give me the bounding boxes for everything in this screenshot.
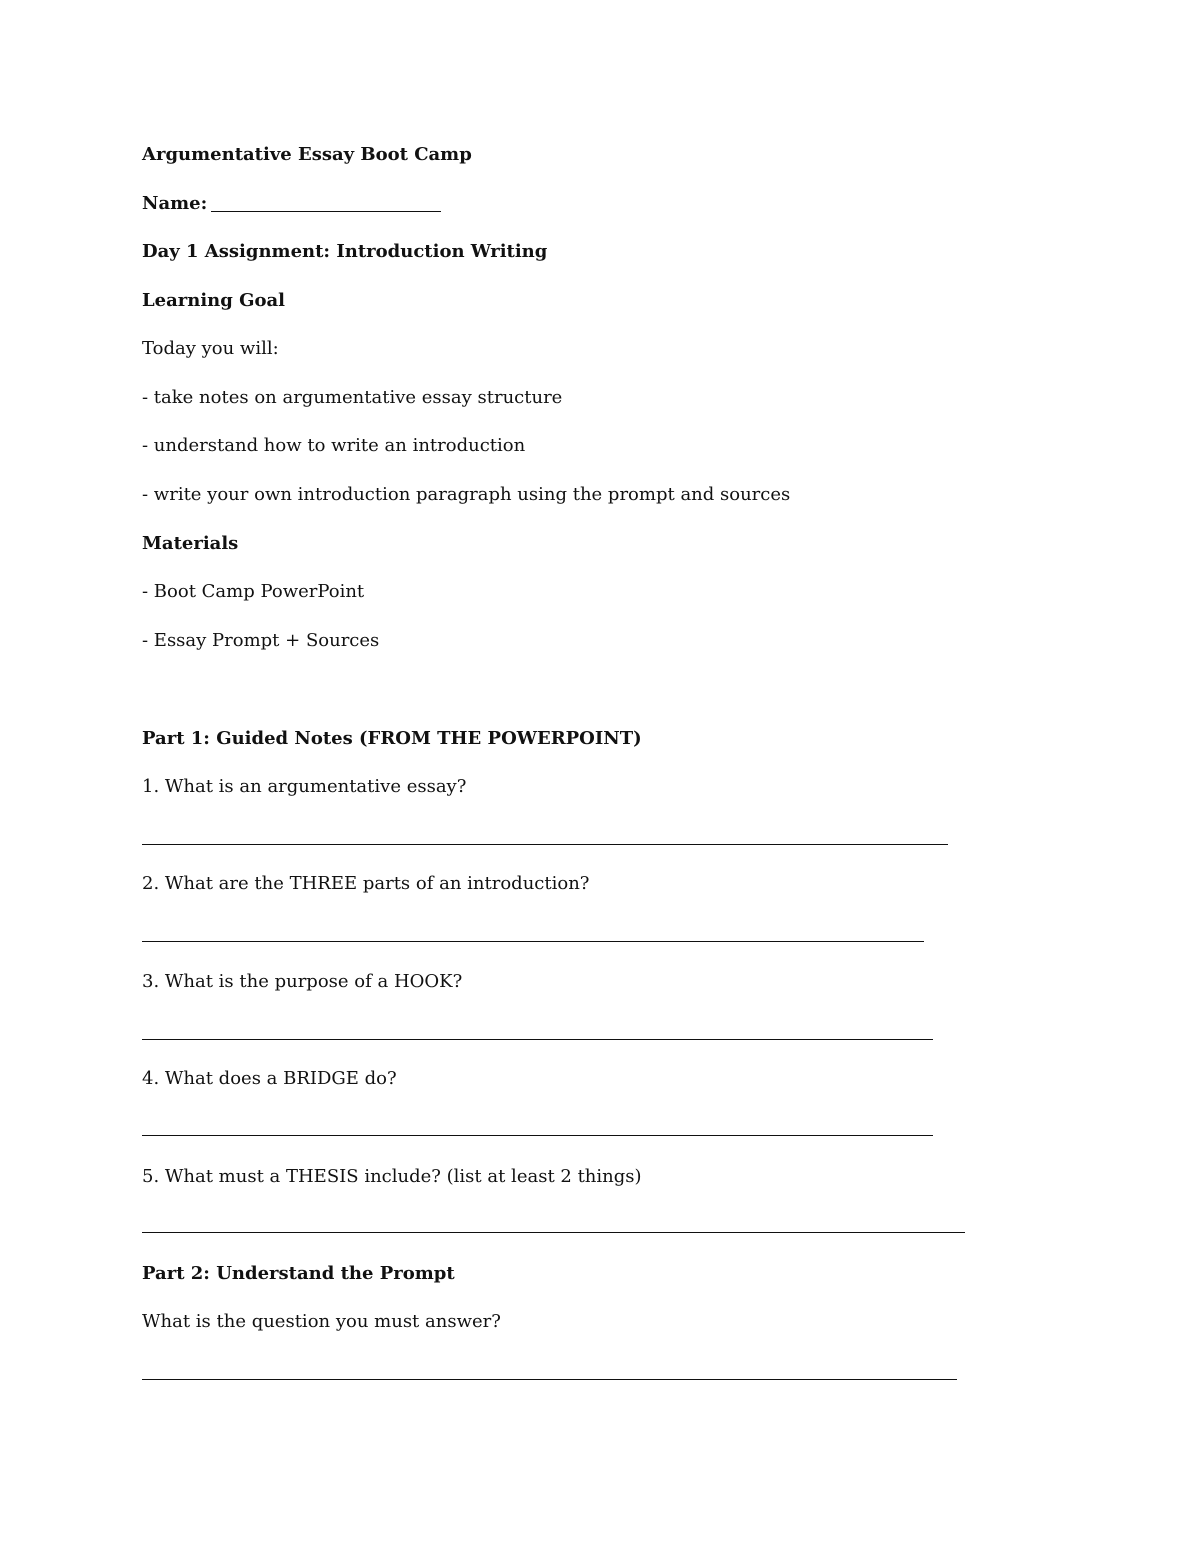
answer-line-2[interactable] <box>142 941 924 942</box>
answer-line-4[interactable] <box>142 1135 933 1136</box>
goal-item: - understand how to write an introduction <box>142 435 526 456</box>
answer-line-3[interactable] <box>142 1039 933 1040</box>
question-4: 4. What does a BRIDGE do? <box>142 1068 397 1089</box>
part2-heading: Part 2: Understand the Prompt <box>142 1263 455 1284</box>
answer-line-1[interactable] <box>142 844 948 845</box>
question-2: 2. What are the THREE parts of an introduction? <box>142 873 590 894</box>
name-field[interactable] <box>142 192 441 216</box>
part2-question: What is the question you must answer? <box>142 1311 501 1332</box>
goal-item: - take notes on argumentative essay structure <box>142 387 563 408</box>
materials-item: - Boot Camp PowerPoint <box>142 581 365 602</box>
name-label: Name: <box>142 193 208 214</box>
question-1: 1. What is an argumentative essay? <box>142 776 467 797</box>
question-5: 5. What must a THESIS include? (list at least 2 things) <box>142 1166 642 1187</box>
learning-goal-heading: Learning Goal <box>142 290 285 311</box>
document-title: Argumentative Essay Boot Camp <box>142 144 472 165</box>
part1-heading: Part 1: Guided Notes (FROM THE POWERPOINT) <box>142 728 642 749</box>
assignment-title: Day 1 Assignment: Introduction Writing <box>142 241 548 262</box>
materials-item: - Essay Prompt + Sources <box>142 630 380 651</box>
today-intro: Today you will: <box>142 338 279 359</box>
answer-line-part2[interactable] <box>142 1379 957 1380</box>
name-blank-line[interactable] <box>211 211 441 212</box>
question-3: 3. What is the purpose of a HOOK? <box>142 971 463 992</box>
materials-heading: Materials <box>142 533 239 554</box>
goal-item: - write your own introduction paragraph using the prompt and sources <box>142 484 791 505</box>
answer-line-5[interactable] <box>142 1232 965 1233</box>
